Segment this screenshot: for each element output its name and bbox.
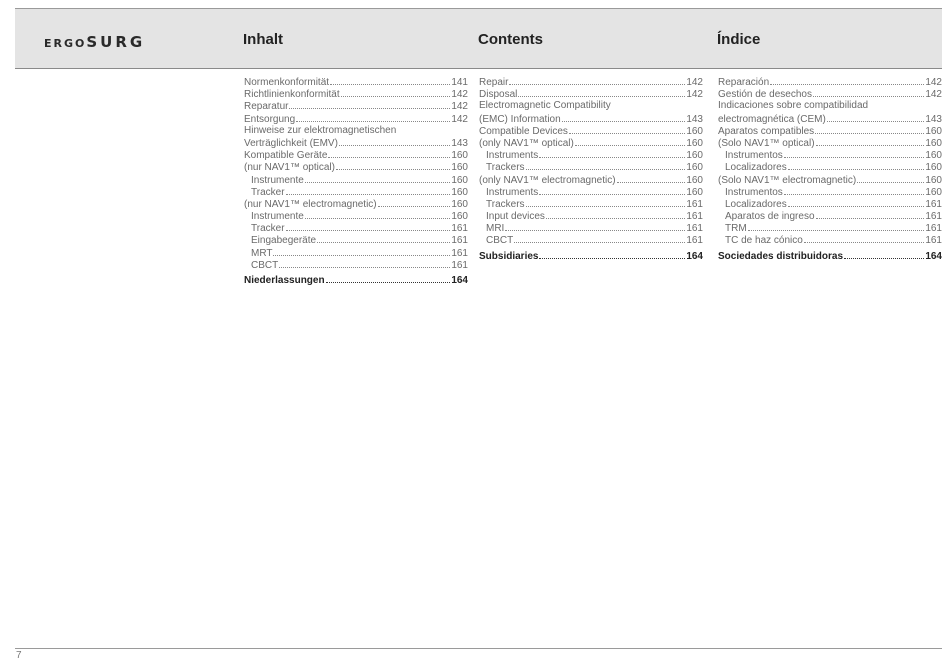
dot-leader — [509, 76, 685, 85]
dot-leader — [788, 161, 925, 170]
toc-entry-label: Repair — [479, 77, 509, 88]
toc-entry[interactable] — [718, 125, 942, 137]
toc-entry-label: (nur NAV1™ optical) — [244, 162, 335, 174]
dot-leader — [326, 274, 451, 283]
toc-entry-label: CBCT — [486, 235, 514, 247]
toc-entry[interactable] — [718, 100, 942, 112]
toc-entry-page: 161 — [451, 223, 468, 235]
toc-entry[interactable] — [479, 88, 703, 100]
toc-entry-label: Tracker — [251, 223, 285, 235]
toc-entry[interactable] — [244, 222, 468, 234]
dot-leader — [804, 234, 924, 243]
dot-leader — [816, 210, 925, 219]
toc-entry-page: 160 — [451, 198, 468, 210]
toc-entry-page: 143 — [925, 113, 942, 125]
toc-entry-page: 142 — [686, 77, 703, 88]
toc-entry-label: Eingabegeräte — [251, 235, 317, 247]
dot-leader — [305, 210, 451, 219]
toc-entry-page: 143 — [451, 137, 468, 149]
toc-entry-page: 142 — [925, 89, 942, 101]
dot-leader — [526, 161, 686, 170]
toc-entry-label: CBCT — [251, 259, 279, 271]
toc-entry[interactable] — [479, 222, 703, 234]
dot-leader — [844, 250, 924, 259]
toc-entry-label: Aparatos compatibles — [718, 125, 815, 137]
dot-leader — [279, 259, 450, 268]
toc-entry-page: 160 — [451, 186, 468, 198]
toc-entry-label: Input devices — [486, 211, 545, 223]
dot-leader — [328, 149, 450, 158]
toc-entry[interactable] — [718, 161, 942, 173]
toc-entry-page: 164 — [686, 250, 703, 262]
toc-entry[interactable] — [479, 198, 703, 210]
toc-entry-page: 142 — [451, 89, 468, 101]
toc-entry[interactable] — [244, 76, 468, 88]
toc-entry-label: electromagnética (CEM) — [718, 113, 826, 125]
toc-entry-page: 164 — [925, 250, 942, 262]
dot-leader — [562, 113, 686, 122]
toc-entry[interactable] — [479, 186, 703, 198]
toc-entry-page: 160 — [925, 186, 942, 198]
dot-leader — [289, 100, 450, 109]
toc-entry-page: 164 — [451, 275, 468, 286]
toc-entry-page: 161 — [451, 235, 468, 247]
toc-column-spanish — [718, 76, 942, 262]
ergosurg-logo: ERGOSURG — [44, 33, 146, 51]
toc-entry-page: 142 — [686, 89, 703, 101]
dot-leader — [784, 186, 925, 195]
toc-entry-label: MRI — [486, 223, 505, 235]
dot-leader — [617, 174, 686, 183]
toc-entry-subsidiaries[interactable] — [479, 250, 703, 262]
toc-entry-label: Instruments — [486, 150, 539, 162]
toc-entry[interactable] — [244, 174, 468, 186]
toc-entry-label: Kompatible Geräte — [244, 150, 328, 162]
toc-entry-label: Instrumente — [251, 174, 304, 186]
toc-entry-page: 160 — [686, 125, 703, 137]
dot-leader — [748, 222, 925, 231]
header-bar — [15, 9, 942, 69]
toc-entry-page: 160 — [925, 125, 942, 137]
dot-leader — [539, 186, 685, 195]
heading-inhalt: Inhalt — [243, 31, 283, 48]
toc-entry-page: 142 — [451, 101, 468, 113]
toc-entry-page: 160 — [451, 162, 468, 174]
toc-entry-page: 160 — [686, 162, 703, 174]
dot-leader — [539, 250, 685, 259]
toc-entry-label: MRT — [251, 247, 273, 259]
toc-entry-label: Gestión de desechos — [718, 89, 812, 101]
toc-entry-page: 160 — [451, 174, 468, 186]
dot-leader — [784, 149, 925, 158]
toc-entry-page: 161 — [925, 198, 942, 210]
toc-entry-page: 161 — [925, 211, 942, 223]
toc-entry[interactable] — [244, 125, 468, 137]
toc-column-english — [479, 76, 703, 262]
toc-entry-label: Entsorgung — [244, 113, 296, 125]
dot-leader — [286, 222, 451, 231]
toc-entry-label: Trackers — [486, 162, 525, 174]
toc-entry[interactable] — [479, 100, 703, 112]
toc-entry-label: Disposal — [479, 89, 518, 101]
toc-entry-label: (Solo NAV1™ electromagnetic) — [718, 174, 857, 186]
toc-entry[interactable] — [479, 137, 703, 149]
toc-entry-label: Localizadores — [725, 198, 787, 210]
toc-entry-label: Aparatos de ingreso — [725, 211, 815, 223]
toc-entry-page: 143 — [686, 113, 703, 125]
dot-leader — [815, 125, 924, 134]
toc-entry[interactable] — [479, 161, 703, 173]
dot-leader — [827, 113, 925, 122]
toc-entry[interactable] — [718, 76, 942, 88]
dot-leader — [296, 113, 450, 122]
toc-entry-label: (nur NAV1™ electromagnetic) — [244, 198, 377, 210]
dot-leader — [336, 161, 450, 170]
footer-rule — [15, 648, 942, 649]
toc-entry-subsidiaries[interactable] — [718, 250, 942, 262]
toc-entry-label: Normenkonformität — [244, 77, 330, 88]
toc-entry[interactable] — [718, 113, 942, 125]
toc-entry[interactable] — [244, 234, 468, 246]
dot-leader — [816, 137, 925, 146]
toc-entry[interactable] — [718, 149, 942, 161]
toc-entry[interactable] — [479, 149, 703, 161]
toc-entry-label: Verträglichkeit (EMV) — [244, 137, 338, 149]
toc-entry-page: 160 — [686, 186, 703, 198]
heading-contents: Contents — [478, 31, 543, 48]
toc-entry-label: Localizadores — [725, 162, 787, 174]
toc-entry[interactable] — [244, 259, 468, 271]
toc-entry-page: 160 — [451, 211, 468, 223]
dot-leader — [770, 76, 924, 85]
toc-entry[interactable] — [244, 113, 468, 125]
toc-entry[interactable] — [718, 137, 942, 149]
toc-entry[interactable] — [479, 234, 703, 246]
dot-leader — [575, 137, 685, 146]
toc-entry-page: 160 — [925, 174, 942, 186]
toc-entry-label: (only NAV1™ optical) — [479, 137, 574, 149]
dot-leader — [339, 137, 450, 146]
toc-entry-label: Instrumentos — [725, 186, 783, 198]
dot-leader — [378, 198, 451, 207]
dot-leader — [539, 149, 685, 158]
toc-entry-page: 160 — [686, 174, 703, 186]
dot-leader — [273, 247, 450, 256]
toc-entry-label: Niederlassungen — [244, 275, 325, 286]
toc-entry-label: (Solo NAV1™ optical) — [718, 137, 815, 149]
toc-entry[interactable] — [718, 198, 942, 210]
dot-leader — [317, 234, 450, 243]
toc-entry-label: (only NAV1™ electromagnetic) — [479, 174, 616, 186]
toc-entry[interactable] — [479, 125, 703, 137]
toc-entry-page: 160 — [686, 150, 703, 162]
toc-entry-label: Richtlinienkonformität — [244, 89, 340, 101]
toc-entry[interactable] — [244, 161, 468, 173]
toc-entry-label: Tracker — [251, 186, 285, 198]
toc-entry-label: Electromagnetic Compatibility — [479, 100, 611, 112]
toc-entry[interactable] — [479, 174, 703, 186]
toc-entry-label: Sociedades distribuidoras — [718, 250, 844, 262]
toc-entry-label: Reparatur — [244, 101, 289, 113]
toc-entry-label: TC de haz cónico — [725, 235, 803, 247]
dot-leader — [813, 88, 924, 97]
toc-entry-page: 161 — [451, 259, 468, 271]
toc-entry-page: 141 — [451, 77, 468, 88]
dot-leader — [518, 88, 685, 97]
toc-column-german — [244, 76, 468, 286]
dot-leader — [546, 210, 685, 219]
toc-entry-page: 161 — [686, 211, 703, 223]
dot-leader — [857, 174, 924, 183]
toc-entry[interactable] — [718, 186, 942, 198]
toc-entry[interactable] — [244, 137, 468, 149]
toc-entry[interactable] — [244, 100, 468, 112]
toc-entry-label: Trackers — [486, 198, 525, 210]
toc-entry[interactable] — [479, 76, 703, 88]
toc-entry-page: 161 — [925, 235, 942, 247]
toc-entry-label: Indicaciones sobre compatibilidad — [718, 100, 869, 112]
toc-entry-label: Subsidiaries — [479, 250, 539, 262]
toc-entry-page: 142 — [451, 113, 468, 125]
toc-entry[interactable] — [244, 88, 468, 100]
toc-entry-page: 161 — [686, 235, 703, 247]
dot-leader — [341, 88, 451, 97]
toc-entry-page: 160 — [925, 150, 942, 162]
heading-indice: Índice — [717, 31, 761, 48]
toc-entry-page: 160 — [925, 162, 942, 174]
page-number: 7 — [16, 650, 22, 661]
toc-entry-page: 142 — [925, 77, 942, 88]
dot-leader — [330, 76, 450, 85]
toc-entry[interactable] — [718, 234, 942, 246]
toc-entry-label: Compatible Devices — [479, 125, 568, 137]
toc-entry-page: 161 — [686, 223, 703, 235]
toc-entry-label: Reparación — [718, 77, 770, 88]
toc-entry-label: (EMC) Information — [479, 113, 561, 125]
toc-entry-page: 160 — [925, 137, 942, 149]
toc-entry[interactable] — [718, 88, 942, 100]
toc-entry-label: Instruments — [486, 186, 539, 198]
dot-leader — [305, 174, 451, 183]
toc-entry[interactable] — [244, 186, 468, 198]
toc-entry[interactable] — [479, 210, 703, 222]
toc-entry[interactable] — [479, 113, 703, 125]
toc-entry[interactable] — [718, 222, 942, 234]
toc-entry-label: TRM — [725, 223, 747, 235]
toc-entry-label: Instrumentos — [725, 150, 783, 162]
toc-entry[interactable] — [718, 210, 942, 222]
dot-leader — [788, 198, 925, 207]
dot-leader — [514, 234, 685, 243]
toc-entry[interactable] — [244, 247, 468, 259]
dot-leader — [569, 125, 685, 134]
toc-entry-label: Instrumente — [251, 211, 304, 223]
toc-entry-page: 161 — [451, 247, 468, 259]
toc-entry-page: 161 — [686, 198, 703, 210]
toc-entry[interactable] — [244, 149, 468, 161]
toc-entry-page: 160 — [686, 137, 703, 149]
toc-entry-label: Hinweise zur elektromagnetischen — [244, 124, 397, 136]
dot-leader — [526, 198, 686, 207]
toc-entry-subsidiaries[interactable] — [244, 274, 468, 286]
toc-entry[interactable] — [718, 174, 942, 186]
toc-entry[interactable] — [244, 198, 468, 210]
dot-leader — [286, 186, 451, 195]
toc-entry-page: 160 — [451, 150, 468, 162]
toc-entry[interactable] — [244, 210, 468, 222]
dot-leader — [505, 222, 685, 231]
toc-entry-page: 161 — [925, 223, 942, 235]
